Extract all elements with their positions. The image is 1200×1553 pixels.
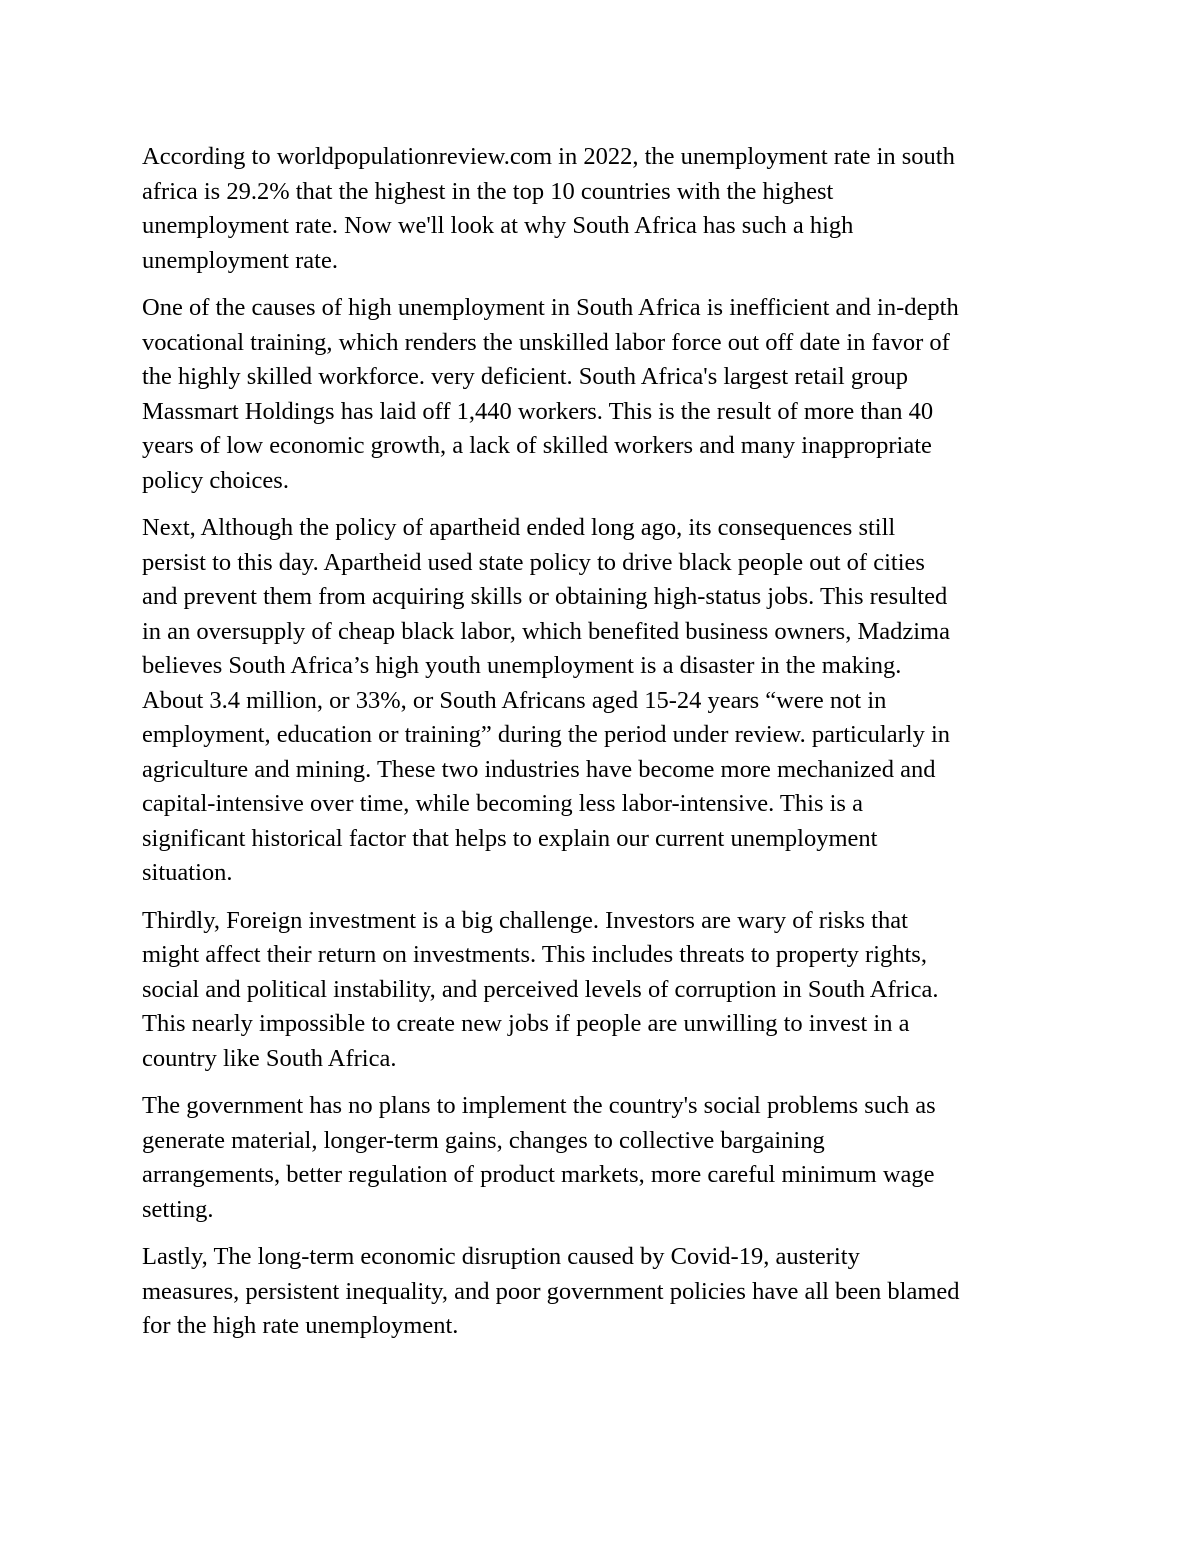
paragraph-conclusion: Lastly, The long-term economic disruption caused by Covid-19, austerity measures, persistent inequality, and poor government policies have all been blamed for the high rate unemployment. — [142, 1243, 960, 1339]
paragraph-intro: According to worldpopulationreview.com in 2022, the unemployment rate in south africa is 29.2% that the highest in the top 10 countries with the highest unemployment rate. Now we'll look at why South Africa has such a high unemployment rate. — [142, 143, 955, 274]
document-body — [142, 140, 1067, 1357]
paragraph-foreign-investment: Thirdly, Foreign investment is a big challenge. Investors are wary of risks that might affect their return on investments. This includes threats to property rights, social and political instability, and perceived levels of corruption in South Africa. This nearly impossible to create new jobs if people are unwilling to invest in a country like South Africa. — [142, 906, 939, 1072]
paragraph-vocational-training: One of the causes of high unemployment in South Africa is inefficient and in-depth vocational training, which renders the unskilled labor force out off date in favor of the highly skilled workforce. very deficient. South Africa's largest retail group Massmart Holdings has laid off 1,440 workers. This is the result of more than 40 years of low economic growth, a lack of skilled workers and many inappropriate policy choices. — [142, 294, 959, 494]
paragraph-apartheid: Next, Although the policy of apartheid ended long ago, its consequences still persist to this day. Apartheid used state policy to drive black people out of cities and prevent them from acquiring skills or obtaining high-status jobs. This resulted in an oversupply of cheap black labor, which benefited business owners, Madzima believes South Africa’s high youth unemployment is a disaster in the making. About 3.4 million, or 33%, or South Africans aged 15-24 years “were not in employment, education or training” during the period under review. particularly in agriculture and mining. These two industries have become more mechanized and capital-intensive over time, while becoming less labor-intensive. This is a significant historical factor that helps to explain our current unemployment situation. — [142, 514, 951, 886]
paragraph-government: The government has no plans to implement the country's social problems such as generate material, longer-term gains, changes to collective bargaining arrangements, better regulation of product markets, more careful minimum wage setting. — [142, 1092, 936, 1223]
